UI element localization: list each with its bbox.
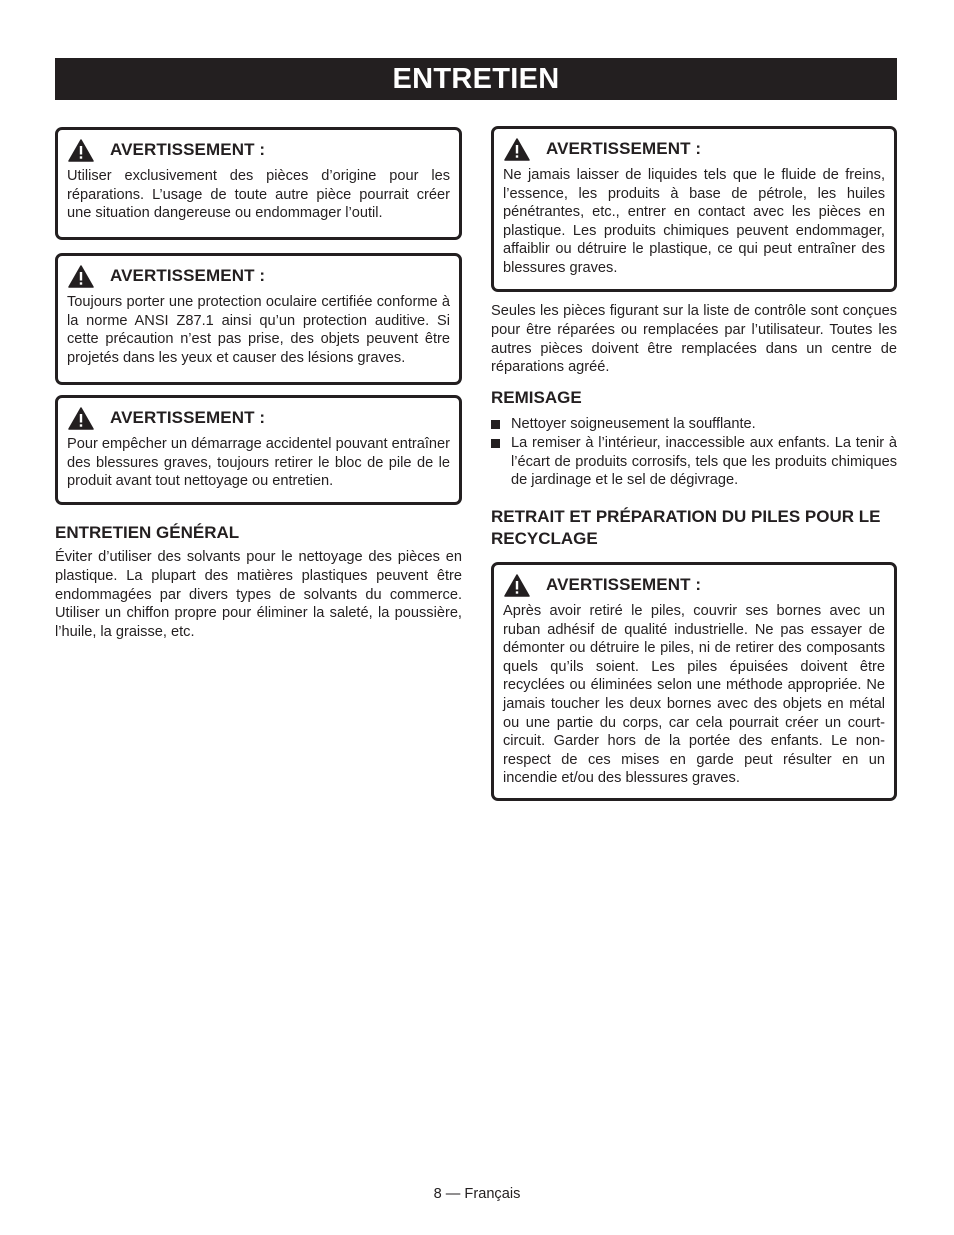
warning-box-recycling [491, 562, 897, 801]
replaceable-parts-text: Seules les pièces figurant sur la liste de contrôle sont conçues pour être réparées ou remplacées par l’utilisateur. Toutes les autres pièces doivent être remplacées dans un centre de réparations agréé. [491, 303, 897, 376]
warning-label: AVERTISSEMENT : [546, 139, 702, 158]
bullet-square-icon [491, 420, 500, 429]
warning-triangle-icon [504, 138, 530, 161]
warning-label: AVERTISSEMENT : [110, 140, 266, 159]
warning-label: AVERTISSEMENT : [110, 408, 266, 427]
warning-header [503, 565, 885, 605]
page-title-bar [55, 58, 897, 100]
warning-text: Pour empêcher un démarrage accidentel pouvant entraîner des blessures graves, toujours retirer le bloc de pile de le produit avant tout nettoyage ou entretien. [67, 436, 450, 490]
page-footer: 8 — Français [433, 1186, 521, 1202]
warning-box-original-parts [55, 127, 462, 240]
page-title: ENTRETIEN [392, 62, 560, 95]
warning-header [67, 130, 450, 170]
warning-text: Après avoir retiré le piles, couvrir ses bornes avec un ruban adhésif de qualité industrielle. Ne pas essayer de démonter ou détruire le piles, ni de retirer des composants quels qu’ils soient. Les piles épuisées doivent être recyclées ou éliminées selon une méthode appropriée. Ne jamais toucher les deux bornes avec des objets en métal ou une partie du corps, car cela pourrait créer un court-circuit. Garder hors de la portée des enfants. Le non-respect de ces mises en garde peut résulter en un incendie et/ou des blessures graves. [503, 603, 885, 787]
warning-box-battery-removal [55, 395, 462, 505]
warning-box-eye-protection [55, 253, 462, 385]
list-item: La remiser à l’intérieur, inaccessible aux enfants. La tenir à l’écart de produits corrosifs, tels que les produits chimiques de jardinage et le sel de dégivrage. [491, 434, 897, 490]
warning-label: AVERTISSEMENT : [546, 575, 702, 594]
warning-header [503, 129, 885, 169]
warning-triangle-icon [68, 407, 94, 430]
storage-list [491, 415, 897, 490]
warning-header [67, 256, 450, 296]
warning-triangle-icon [68, 139, 94, 162]
warning-header [67, 398, 450, 438]
bullet-square-icon [491, 439, 500, 448]
list-item: Nettoyer soigneusement la soufflante. [491, 415, 897, 434]
warning-box-liquids [491, 126, 897, 292]
warning-triangle-icon [504, 574, 530, 597]
warning-text: Utiliser exclusivement des pièces d’origine pour les réparations. L’usage de toute autre pièce pourrait créer une situation dangereuse ou endommager l’outil. [67, 168, 450, 222]
general-maintenance-text: Éviter d’utiliser des solvants pour le nettoyage des pièces en plastique. La plupart des matières plastiques peuvent être endommagées par divers types de solvants du commerce. Utiliser un chiffon propre pour éliminer la saleté, la poussière, l’huile, la graisse, etc. [55, 549, 462, 641]
section-heading-general: ENTRETIEN GÉNÉRAL [55, 523, 240, 542]
warning-triangle-icon [68, 265, 94, 288]
warning-label: AVERTISSEMENT : [110, 266, 266, 285]
warning-text: Ne jamais laisser de liquides tels que le fluide de freins, l’essence, les produits à base de pétrole, les huiles pénétrantes, etc., entrer en contact avec les pièces en plastique. Les produits chimiques peuvent endommager, affaiblir ou détruire le plastique, ce qui peut entraîner des blessures graves. [503, 167, 885, 276]
section-heading-storage: REMISAGE [491, 388, 582, 407]
warning-text: Toujours porter une protection oculaire certifiée conforme à la norme ANSI Z87.1 ainsi qu’un protection auditive. Si cette précaution n’est pas prise, des objets peuvent être projetés dans les yeux et causer des lésions graves. [67, 294, 450, 366]
section-heading-recycling: RETRAIT ET PRÉPARATION DU PILES POUR LE RECYCLAGE [491, 507, 881, 548]
